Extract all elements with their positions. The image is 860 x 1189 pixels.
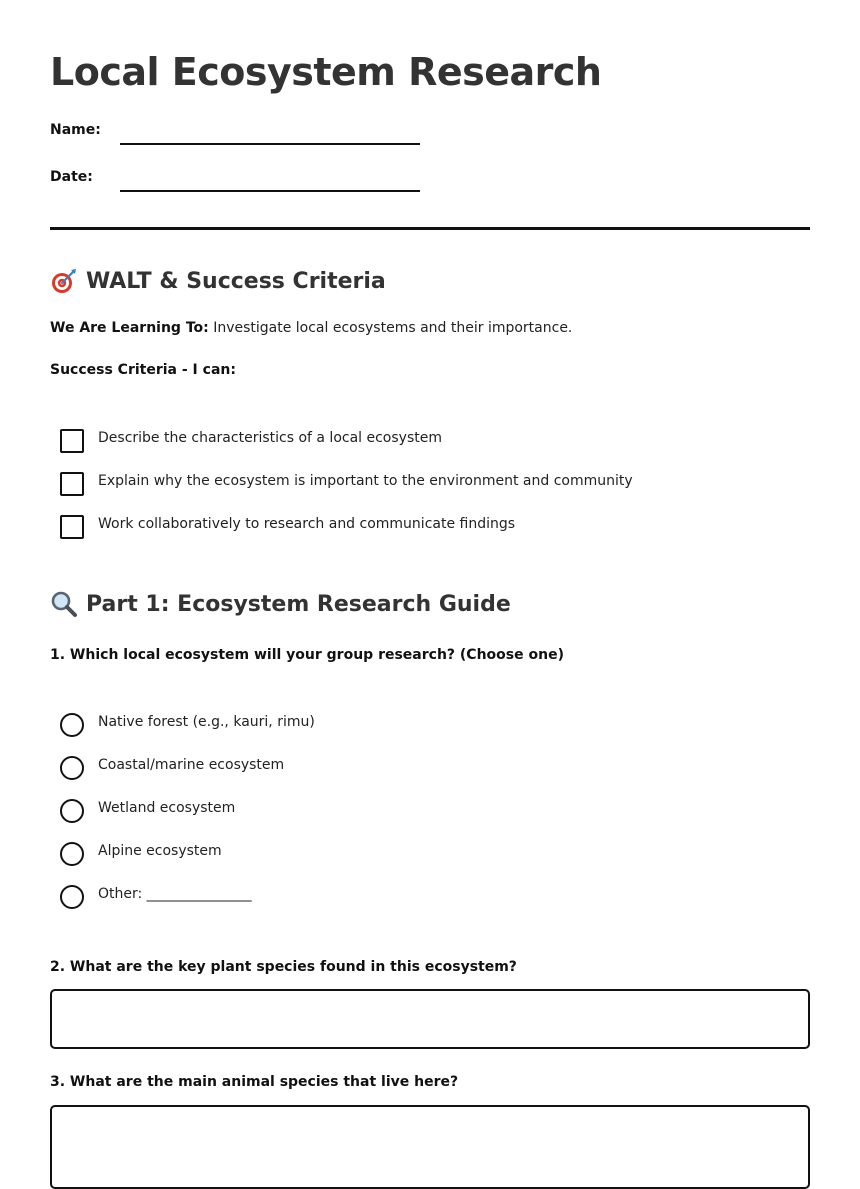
ecosystem-option-1: Native forest (e.g., kauri, rimu) [98,714,315,730]
part1-heading [50,590,511,618]
ecosystem-radio-3[interactable] [60,799,84,823]
walt-statement [50,320,572,336]
animal-species-answer-box[interactable] [50,1105,810,1189]
walt-heading-text: WALT & Success Criteria [86,268,386,294]
question-2: 2. What are the key plant species found in this ecosystem? [50,959,517,975]
header-divider [50,227,810,230]
date-field[interactable] [120,190,420,192]
ecosystem-radio-1[interactable] [60,713,84,737]
criteria-checkbox-1[interactable] [60,429,84,453]
ecosystem-radio-2[interactable] [60,756,84,780]
success-criteria-heading: Success Criteria - I can: [50,362,236,378]
date-label: Date: [50,169,93,185]
criteria-checkbox-2[interactable] [60,472,84,496]
ecosystem-option-2: Coastal/marine ecosystem [98,757,285,773]
page-title: Local Ecosystem Research [50,50,602,94]
plant-species-answer-box[interactable] [50,989,810,1049]
question-3: 3. What are the main animal species that live here? [50,1074,459,1090]
part1-heading-text: Part 1: Ecosystem Research Guide [86,591,511,617]
criteria-label-2: Explain why the ecosystem is important to the environment and community [98,473,633,489]
walt-learning-text: Investigate local ecosystems and their importance. [213,320,573,336]
question-1: 1. Which local ecosystem will your group research? (Choose one) [50,647,564,663]
walt-heading [50,267,386,295]
magnifying-glass-icon [50,590,78,618]
criteria-label-1: Describe the characteristics of a local ecosystem [98,430,442,446]
ecosystem-radio-4[interactable] [60,842,84,866]
ecosystem-option-4: Alpine ecosystem [98,843,222,859]
ecosystem-radio-5[interactable] [60,885,84,909]
criteria-checkbox-3[interactable] [60,515,84,539]
walt-learning-label: We Are Learning To: [50,320,209,336]
target-dart-icon [50,267,78,295]
criteria-label-3: Work collaboratively to research and communicate findings [98,516,516,532]
name-label: Name: [50,122,101,138]
name-field[interactable] [120,143,420,145]
ecosystem-option-3: Wetland ecosystem [98,800,236,816]
ecosystem-option-5: Other: _______________ [98,886,252,902]
